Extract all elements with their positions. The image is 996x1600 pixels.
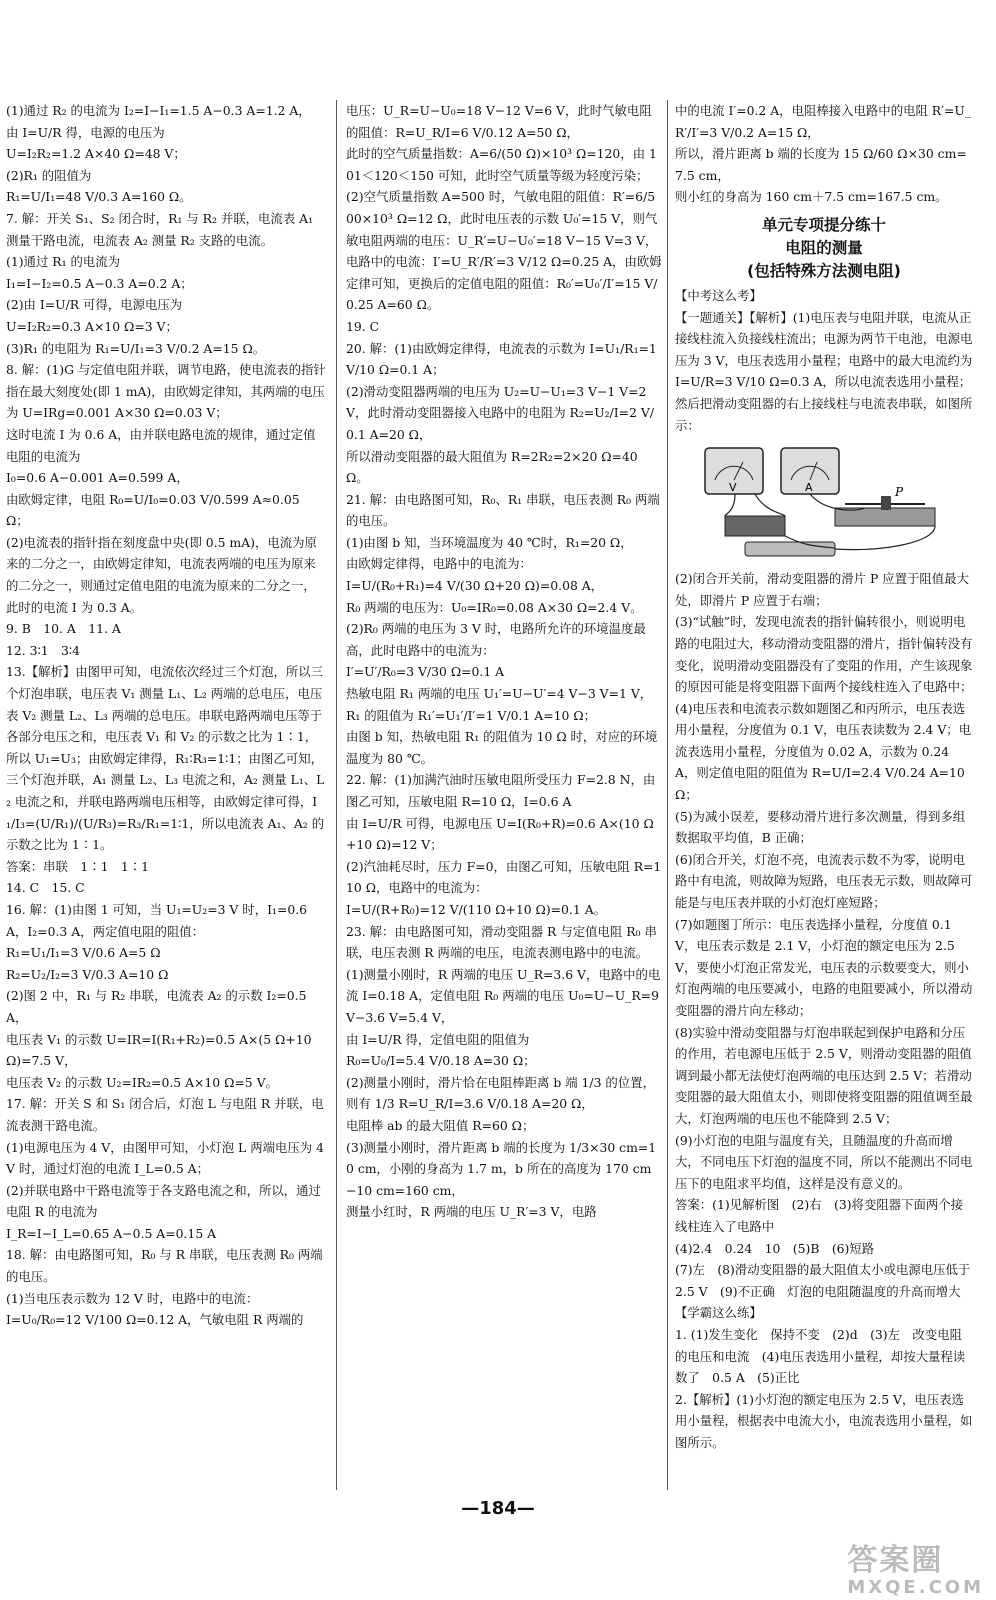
answer-line: I=U/(R₀+R₁)=4 V/(30 Ω+20 Ω)=0.08 A， — [346, 578, 604, 594]
answer-line: I′=U′/R₀=3 V/30 Ω=0.1 A — [346, 664, 505, 680]
watermark-site: MXQE.COM — [847, 1577, 984, 1598]
answer-line: 电阻棒 ab 的最大阻值 R=60 Ω； — [346, 1117, 535, 1133]
answer-line: (2)R₁ 的阻值为 — [6, 167, 92, 183]
answer-line: 17. 解：开关 S 和 S₁ 闭合后，灯泡 L 与电阻 R 并联，电流表测干路电流。 — [6, 1096, 324, 1133]
circuit-diagram — [685, 442, 955, 562]
answer-line: (2)图 2 中，R₁ 与 R₂ 串联，电流表 A₂ 的示数 I₂=0.5 A， — [6, 988, 307, 1025]
answer-line: 所以滑动变阻器的最大阻值为 R=2R₂=2×20 Ω=40 Ω。 — [346, 448, 638, 486]
answer-line: 则小红的身高为 160 cm＋7.5 cm=167.5 cm。 — [675, 189, 948, 205]
answer-line: 【学霸这么练】 — [675, 1305, 762, 1321]
ammeter-label: A — [805, 481, 813, 495]
answer-line: (2)R₀ 两端的电压为 3 V 时，电路所允许的环境温度最高，此时电路中的电流为： — [346, 621, 646, 658]
answer-line: R₀ 两端的电压为：U₀=IR₀=0.08 A×30 Ω=2.4 V。 — [346, 599, 643, 615]
answer-line: (3)“试触”时，发现电流表的指针偏转很小，则说明电路的电阻过大，移动滑动变阻器的滑片，指针偏转没有变化，说明滑动变阻器没有了变阻的作用，产生该现象的原因可能是将变阻器下面两个接线柱连入了电路中； — [675, 614, 973, 695]
answer-line: R₁=U/I₁=48 V/0.3 A=160 Ω。 — [6, 189, 192, 205]
answer-line: (1)通过 R₁ 的电流为 — [6, 254, 121, 270]
answer-line: 8. 解：(1)G 与定值电阻并联，调节电路，使电流表的指针指在最大刻度处(即 1 mA)，由欧姆定律知，其两端的电压为 U=IRg=0.001 A×30 Ω=0.03 V； — [6, 362, 326, 421]
answer-line: (2)测量小刚时，滑片恰在电阻棒距离 b 端 1/3 的位置，则有 1/3 R=U_R/I=3.6 V/0.18 A=20 Ω， — [346, 1074, 655, 1112]
answer-line: I=U₀/R₀=12 V/100 Ω=0.12 A，气敏电阻 R 两端的 — [6, 1312, 304, 1328]
page-number: —184— — [461, 1498, 535, 1519]
answer-line: 中的电流 I′=0.2 A，电阻棒接入电路中的电阻 R′=U_R′/I′=3 V/0.2 A=15 Ω， — [675, 103, 971, 140]
answer-line: (5)为减小误差，要移动滑片进行多次测量，得到多组数据取平均值，B 正确； — [675, 808, 966, 846]
answer-line: R₀=U₀/I=5.4 V/0.18 A=30 Ω； — [346, 1053, 536, 1069]
column-right — [675, 100, 973, 1453]
answer-line: (1)当电压表示数为 12 V 时，电路中的电流： — [6, 1290, 259, 1306]
answer-line: 12. 3∶1 3∶4 — [6, 642, 81, 658]
answer-line: 7. 解：开关 S₁、S₂ 闭合时，R₁ 与 R₂ 并联，电流表 A₁ 测量干路电流，电流表 A₂ 测量 R₂ 支路的电流。 — [6, 210, 314, 248]
answer-line: (6)闭合开关，灯泡不亮，电流表示数不为零，说明电路中有电流，则故障为短路，电压表无示数，则故障可能是与电压表并联的小灯泡灯座短路； — [675, 851, 973, 911]
answer-line: 2.【解析】(1)小灯泡的额定电压为 2.5 V，电压表选用小量程，根据表中电流大小，电流表选用小量程，如图所示。 — [675, 1391, 973, 1450]
answer-line: (2)由 I=U/R 可得，电源电压为 — [6, 297, 183, 313]
answer-line: (7)左 (8)滑动变阻器的最大阻值太小或电源电压低于 2.5 V (9)不正确 灯泡的电阻随温度的升高而增大 — [675, 1262, 971, 1299]
answer-line: 答案：串联 1∶1 1∶1 — [6, 858, 150, 874]
answer-line: 由图 b 知，热敏电阻 R₁ 的阻值为 10 Ω 时，对应的环境温度为 80 ℃。 — [346, 729, 658, 766]
answer-line: 由欧姆定律得，电路中的电流为： — [346, 556, 532, 572]
answer-line: 21. 解：由电路图可知，R₀、R₁ 串联，电压表测 R₀ 两端的电压。 — [346, 491, 660, 529]
answer-line: (1)由图 b 知，当环境温度为 40 ℃时，R₁=20 Ω， — [346, 534, 633, 550]
circuit-figure — [685, 442, 955, 562]
answer-line: (9)小灯泡的电阻与温度有关，且随温度的升高而增大，不同电压下灯泡的温度不同，所以不能测出不同电压下的电阻求平均值，这样是没有意义的。 — [675, 1132, 973, 1191]
answer-line: (2)汽油耗尽时，压力 F=0，由图乙可知，压敏电阻 R=110 Ω，电路中的电流为： — [346, 858, 662, 896]
answer-line: R₁ 的阻值为 R₁′=U₁′/I′=1 V/0.1 A=10 Ω； — [346, 707, 597, 723]
answer-line: 16. 解：(1)由图 1 可知，当 U₁=U₂=3 V 时，I₁=0.6 A，I₂=0.3 A，两定值电阻的阻值： — [6, 901, 308, 939]
answer-line: 1. (1)发生变化 保持不变 (2)d (3)左 改变电阻的电压和电流 (4)电压表选用小量程，却按大量程读数了 0.5 A (5)正比 — [675, 1326, 966, 1386]
slider-label: P — [895, 485, 904, 500]
section-title-line1: 单元专项提分练十 — [761, 215, 886, 234]
column-left — [6, 100, 326, 1331]
answer-line: (8)实验中滑动变阻器与灯泡串联起到保护电路和分压的作用，若电源电压低于 2.5 V，则滑动变阻器的阻值调到最小都无法使灯泡两端的电压达到 2.5 V；若滑动变阻器的最大阻值太小，则即使将变阻器的阻值调至最大，灯泡两端的电压也不能降到 2.5 V； — [675, 1024, 973, 1126]
answer-line: (4)电压表和电流表示数如题图乙和丙所示，电压表选用小量程，分度值为 0.1 V，电压表读数为 2.4 V；电流表选用小量程，分度值为 0.02 A，示数为 0.24 A，则定值电阻的阻值为 R=U/I=2.4 V/0.24 A=10 Ω； — [675, 700, 972, 803]
answer-line: 19. C — [346, 318, 380, 334]
column-divider — [667, 100, 668, 1490]
answer-line: (4)2.4 0.24 10 (5)B (6)短路 — [675, 1240, 875, 1256]
battery — [745, 542, 835, 556]
answer-line: (2)电流表的指针指在刻度盘中央(即 0.5 mA)，电流为原来的二分之一，由欧姆定律知，电流表两端的电压为原来的二分之一，则通过定值电阻的电流为原来的二分之一，此时的电流 I 为 0.3 A。 — [6, 534, 317, 615]
answer-line: 由 I=U/R 可得，电源电压 U=I(R₀+R)=0.6 A×(10 Ω+10 Ω)=12 V； — [346, 815, 654, 853]
watermark-logo — [847, 1535, 984, 1598]
answer-line: 由 I=U/R 得，电源的电压为 — [6, 124, 165, 140]
answer-line: I₀=0.6 A−0.001 A=0.599 A， — [6, 470, 189, 486]
answer-line: (1)通过 R₂ 的电流为 I₂=I−I₁=1.5 A−0.3 A=1.2 A， — [6, 103, 311, 118]
answer-line: 由 I=U/R 得，定值电阻的阻值为 — [346, 1031, 530, 1047]
answer-line: 测量小红时，R 两端的电压 U_R′=3 V，电路 — [346, 1204, 597, 1220]
answer-line: (1)电源电压为 4 V，由图甲可知，小灯泡 L 两端电压为 4 V 时，通过灯泡的电流 I_L=0.5 A； — [6, 1139, 324, 1177]
column-right-top — [675, 100, 973, 208]
watermark-text: 答案圈 — [847, 1543, 944, 1578]
answer-line: 电压表 V₂ 的示数 U₂=IR₂=0.5 A×10 Ω=5 V。 — [6, 1074, 278, 1090]
section-title — [675, 214, 973, 283]
answer-line: I₁=I−I₂=0.5 A−0.3 A=0.2 A； — [6, 275, 193, 291]
answer-line: R₂=U₂/I₂=3 V/0.3 A=10 Ω — [6, 966, 169, 982]
rheostat-slider — [881, 496, 891, 510]
answer-line: 14. C 15. C — [6, 880, 85, 896]
answer-line: 答案：(1)见解析图 (2)右 (3)将变阻器下面两个接线柱连入了电路中 — [675, 1197, 964, 1234]
answer-line: 22. 解：(1)加满汽油时压敏电阻所受压力 F=2.8 N，由图乙可知，压敏电阻 R=10 Ω，I=0.6 A — [346, 772, 656, 809]
resistor — [725, 516, 785, 536]
answer-line: R₁=U₁/I₁=3 V/0.6 A=5 Ω — [6, 945, 161, 961]
column-right-body-a — [675, 285, 973, 436]
answer-line: 电压表 V₁ 的示数 U=IR=I(R₁+R₂)=0.5 A×(5 Ω+10 Ω)=7.5 V， — [6, 1031, 312, 1069]
voltmeter-label: V — [729, 481, 737, 495]
answer-line: 这时电流 I 为 0.6 A，由并联电路电流的规律，通过定值电阻的电流为 — [6, 426, 316, 464]
answer-line: (3)测量小刚时，滑片距离 b 端的长度为 1/3×30 cm=10 cm，小刚的身高为 1.7 m，b 所在的高度为 170 cm−10 cm=160 cm， — [346, 1139, 657, 1198]
answer-line: 电压：U_R=U−U₀=18 V−12 V=6 V，此时气敏电阻的阻值：R=U_R/I=6 V/0.12 A=50 Ω， — [346, 103, 652, 140]
answer-line: U=I₂R₂=1.2 A×40 Ω=48 V； — [6, 146, 186, 162]
answer-line: (2)并联电路中干路电流等于各支路电流之和，所以，通过电阻 R 的电流为 — [6, 1182, 321, 1220]
answer-line: 20. 解：(1)由欧姆定律得，电流表的示数为 I=U₁/R₁=1 V/10 Ω=0.1 A； — [346, 340, 657, 378]
answer-line: 13.【解析】由图甲可知，电流依次经过三个灯泡，所以三个灯泡串联，电压表 V₁ 测量 L₁、L₂ 两端的总电压，电压表 V₂ 测量 L₂、L₃ 两端的总电压。串联电路两端电压等于各部分电压之和，电压表 V₁ 和 V₂ 的示数之比为 1∶1，所以 U₁=U₃；由欧姆定律得，R₁∶R₃=1∶1；由图乙可知，三个灯泡并联，A₁ 测量 L₂、L₃ 电流之和，A₂ 测量 L₁、L₂ 电流之和，并联电路两端电压相等，由欧姆定律可得，I₁/I₃=(U/R₁)/(U/R₃)=R₃/R₁=1∶1，所以电流表 A₁、A₂ 的示数之比为 1∶1。 — [6, 664, 325, 853]
answer-line: 由欧姆定律，电阻 R₀=U/I₀=0.03 V/0.599 A≈0.05 Ω； — [6, 491, 300, 529]
answer-line: 热敏电阻 R₁ 两端的电压 U₁′=U−U′=4 V−3 V=1 V， — [346, 686, 653, 702]
answer-line: (1)测量小刚时，R 两端的电压 U_R=3.6 V，电路中的电流 I=0.18 A，定值电阻 R₀ 两端的电压 U₀=U−U_R=9 V−3.6 V=5.4 V， — [346, 966, 661, 1025]
column-middle — [346, 100, 662, 1223]
answer-line: (2)空气质量指数 A=500 时，气敏电阻的阻值：R′=6/500×10³ Ω=12 Ω，此时电压表的示数 U₀′=15 V，则气敏电阻两端的电压：U_R′=U−U₀′=18 V−15 V=3 V，电路中的电流：I′=U_R′/R′=3 V/12 Ω=0.25 A，由欧姆定律可知，更换后的定值电阻的阻值：R₀′=U₀′/I′=15 V/0.25 A=60 Ω。 — [346, 189, 662, 313]
answer-line: 此时的空气质量指数：A=6/(50 Ω)×10³ Ω=120，由 101＜120＜150 可知，此时空气质量等级为轻度污染； — [346, 146, 657, 183]
answer-line: (7)如题图丁所示：电压表选择小量程，分度值 0.1 V，电压表示数是 2.1 V，小灯泡的额定电压为 2.5 V，要使小灯泡正常发光，电压表的示数要变大，则小灯泡两端的电压要减小，电路的电阻要减小，所以滑动变阻器的滑片向左移动； — [675, 916, 973, 1018]
answer-line: U=I₂R₂=0.3 A×10 Ω=3 V； — [6, 318, 178, 334]
answer-line: 【中考这么考】 — [675, 287, 762, 303]
answer-line: 18. 解：由电路图可知，R₀ 与 R 串联，电压表测 R₀ 两端的电压。 — [6, 1247, 323, 1285]
answer-line: (2)闭合开关前，滑动变阻器的滑片 P 应置于阻值最大处，即滑片 P 应置于右端； — [675, 571, 969, 608]
section-title-line2: 电阻的测量 — [785, 238, 863, 257]
answer-line: 23. 解：由电路图可知，滑动变阻器 R 与定值电阻 R₀ 串联，电压表测 R 两端的电压，电流表测电路中的电流。 — [346, 923, 657, 961]
answer-line: (2)滑动变阻器两端的电压为 U₂=U−U₁=3 V−1 V=2 V，此时滑动变阻器接入电路中的电阻为 R₂=U₂/I=2 V/0.1 A=20 Ω， — [346, 383, 655, 442]
column-right-body-b — [675, 568, 973, 1453]
column-divider — [336, 100, 337, 1490]
answer-line: I_R=I−I_L=0.65 A−0.5 A=0.15 A — [6, 1225, 217, 1241]
answer-line: (3)R₁ 的电阻为 R₁=U/I₁=3 V/0.2 A=15 Ω。 — [6, 340, 266, 356]
answer-line: 所以，滑片距离 b 端的长度为 15 Ω/60 Ω×30 cm=7.5 cm， — [675, 146, 967, 183]
answer-line: I=U/(R+R₀)=12 V/(110 Ω+10 Ω)=0.1 A。 — [346, 901, 607, 917]
answer-line: 【一题通关】【解析】(1)电压表与电阻并联，电流从正接线柱流入负接线柱流出；电源为两节干电池，电源电压为 3 V，电压表选用小量程；电路中的最大电流约为 I=U/R=3 V/10 Ω=0.3 A，所以电流表选用小量程；然后把滑动变阻器的右上接线柱与电流表串联，如图所示： — [675, 309, 973, 433]
answer-line: 9. B 10. A 11. A — [6, 621, 121, 637]
section-title-line3: (包括特殊方法测电阻) — [747, 261, 901, 280]
